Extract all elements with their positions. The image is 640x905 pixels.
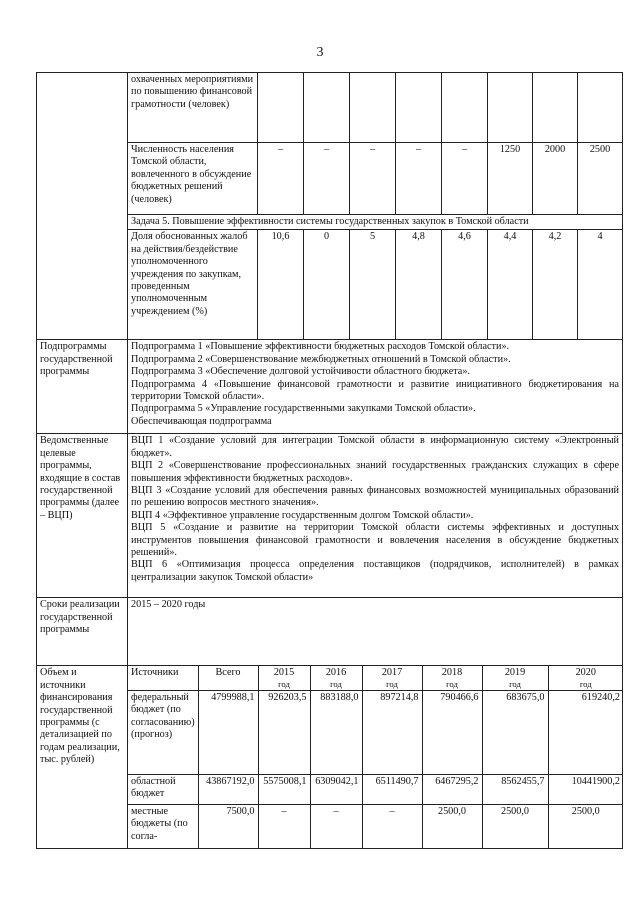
subprograms-row — [37, 340, 623, 434]
vcp-item: ВЦП 5 «Создание и развитие на территории Томской области системы эффективных и доступных инструментов повышения финансовой грамотности и вовлечения населения в обсуждение бюджетных решений». — [131, 522, 619, 559]
passport-table — [36, 72, 623, 849]
funding-data-row — [128, 690, 623, 774]
funding-header-total: Всего — [198, 666, 258, 690]
vcp-item: ВЦП 4 «Эффективное управление государственным долгом Томской области». — [131, 509, 474, 521]
funding-source: федеральный бюджет (по согласованию) (прогноз) — [128, 690, 198, 774]
subprogram-item: Подпрограмма 1 «Повышение эффективности бюджетных расходов Томской области». — [131, 341, 510, 353]
indicator-value: – — [442, 143, 488, 215]
funding-header-year: 2016 год — [310, 666, 362, 690]
subprogram-item: Подпрограмма 5 «Управление государственными закупками Томской области». — [131, 403, 476, 415]
indicator-name: охваченных мероприятиями по повышению финансовой грамотности (человек) — [128, 73, 258, 143]
funding-source: местные бюджеты (по согла- — [128, 804, 198, 848]
indicator-value: 4,6 — [442, 230, 488, 340]
indicator-value: – — [350, 143, 396, 215]
indicator-value: – — [304, 143, 350, 215]
indicator-value: 4,2 — [533, 230, 578, 340]
funding-value: 883188,0 — [310, 690, 362, 774]
funding-header-year: 2020 год — [548, 666, 623, 690]
funding-value: 2500,0 — [482, 804, 548, 848]
indicator-value: – — [258, 143, 304, 215]
subprogram-item: Подпрограмма 4 «Повышение финансовой грамотности и развитие инициативного бюджетирования на территории Томской области». — [131, 378, 619, 403]
funding-value: 790466,6 — [422, 690, 482, 774]
funding-value: 2500,0 — [422, 804, 482, 848]
funding-value: 619240,2 — [548, 690, 623, 774]
vcp-row — [37, 434, 623, 598]
funding-value: – — [258, 804, 310, 848]
funding-header-year: 2019 год — [482, 666, 548, 690]
indicator-value: – — [396, 143, 442, 215]
indicator-row — [37, 73, 623, 143]
indicator-value: 2000 — [533, 143, 578, 215]
funding-header-source: Источники — [128, 666, 198, 690]
vcp-item: ВЦП 3 «Создание условий для обеспечения равных финансовых возможностей муниципальных образований по решению вопросов местного значения». — [131, 485, 619, 509]
funding-value: 7500,0 — [198, 804, 258, 848]
indicator-value: 4,4 — [488, 230, 533, 340]
funding-header-row — [128, 666, 623, 690]
task-heading: Задача 5. Повышение эффективности системы государственных закупок в Томской области — [128, 215, 623, 230]
funding-value: 10441900,2 — [548, 774, 623, 804]
funding-value: – — [310, 804, 362, 848]
subprogram-item: Подпрограмма 3 «Обеспечение долговой устойчивости областного бюджета». — [131, 366, 470, 378]
vcp-item: ВЦП 1 «Создание условий для интеграции Томской области в информационную систему «Электронный бюджет». — [131, 435, 619, 459]
funding-value: 926203,5 — [258, 690, 310, 774]
funding-value: 5575008,1 — [258, 774, 310, 804]
vcp-label: Ведомственные целевые программы, входящие в состав государственной программы (далее – ВЦП) — [37, 434, 128, 598]
terms-value: 2015 – 2020 годы — [128, 598, 623, 666]
funding-header-year: 2015 год — [258, 666, 310, 690]
funding-value: 43867192,0 — [198, 774, 258, 804]
subprogram-item: Обеспечивающая подпрограмма — [131, 415, 272, 427]
indicator-value: 0 — [304, 230, 350, 340]
terms-label: Сроки реализации государственной программы — [37, 598, 128, 666]
indicator-value: 4 — [578, 230, 623, 340]
subprograms-list — [128, 340, 623, 434]
vcp-list — [128, 434, 623, 598]
funding-header-year: 2018 год — [422, 666, 482, 690]
vcp-item: ВЦП 2 «Совершенствование профессиональных знаний государственных гражданских служащих в сфере повышения эффективности бюджетных расходов». — [131, 460, 619, 484]
funding-row — [37, 666, 623, 849]
indicator-value: 4,8 — [396, 230, 442, 340]
funding-source: областной бюджет — [128, 774, 198, 804]
funding-value: 2500,0 — [548, 804, 623, 848]
funding-value: 6511490,7 — [362, 774, 422, 804]
indicator-name: Численность населения Томской области, вовлеченного в обсуждение бюджетных решений (человек) — [128, 143, 258, 215]
subprograms-label: Подпрограммы государственной программы — [37, 340, 128, 434]
vcp-item: ВЦП 6 «Оптимизация процесса определения поставщиков (подрядчиков, исполнителей) в рамках централизации закупок Томской области» — [131, 559, 619, 583]
funding-header-year: 2017 год — [362, 666, 422, 690]
funding-value: – — [362, 804, 422, 848]
indicator-value: 2500 — [578, 143, 623, 215]
funding-value: 8562455,7 — [482, 774, 548, 804]
empty-label-cell — [37, 73, 128, 340]
funding-value: 897214,8 — [362, 690, 422, 774]
funding-table — [128, 666, 623, 848]
funding-data-row — [128, 804, 623, 848]
funding-value: 683675,0 — [482, 690, 548, 774]
indicator-name: Доля обоснованных жалоб на действия/бездействие уполномоченного учреждения по закупкам, проведенным уполномоченным учреждением (%) — [128, 230, 258, 340]
terms-row — [37, 598, 623, 666]
funding-label: Объем и источники финансирования государственной программы (с детализацией по годам реализации, тыс. рублей) — [37, 666, 128, 849]
funding-data-row — [128, 774, 623, 804]
page-number: 3 — [316, 45, 324, 60]
funding-cell — [128, 666, 623, 849]
subprogram-item: Подпрограмма 2 «Совершенствование межбюджетных отношений в Томской области». — [131, 353, 511, 365]
indicator-value: 5 — [350, 230, 396, 340]
indicator-value: 1250 — [488, 143, 533, 215]
indicator-value: 10,6 — [258, 230, 304, 340]
funding-value: 4799988,1 — [198, 690, 258, 774]
funding-value: 6309042,1 — [310, 774, 362, 804]
funding-value: 6467295,2 — [422, 774, 482, 804]
